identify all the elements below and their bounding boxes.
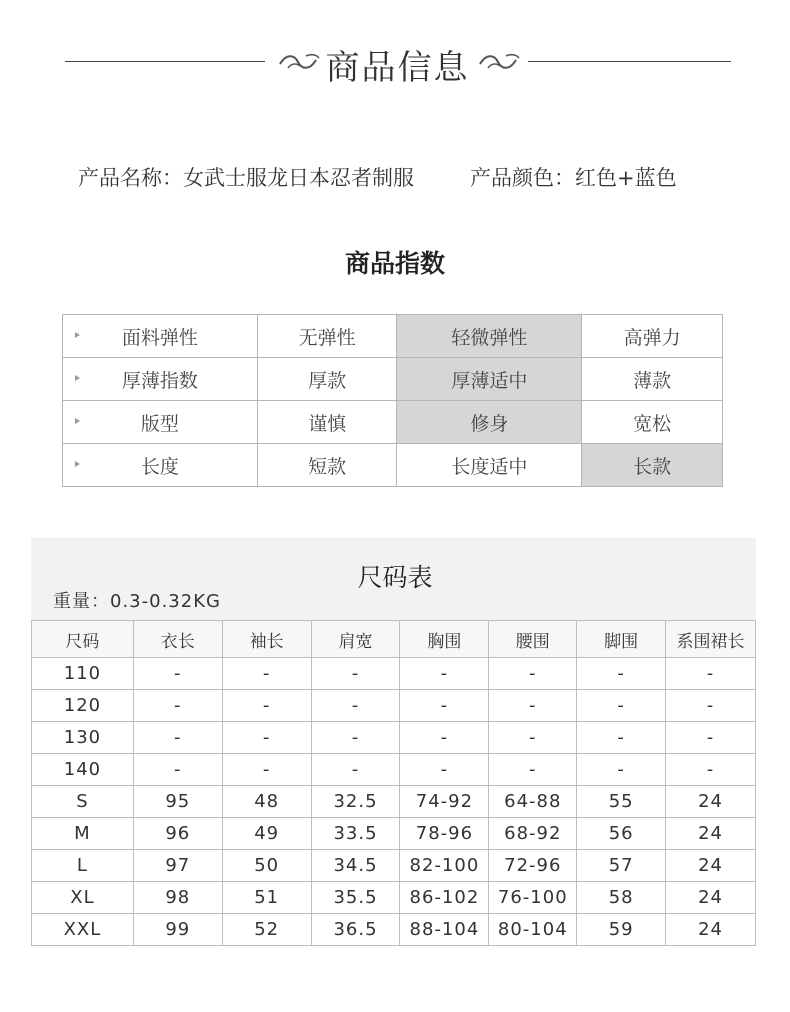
index-title: 商品指数: [344, 249, 445, 278]
size-chart-column-header: 腰围: [489, 621, 577, 658]
size-value-cell: -: [133, 658, 222, 690]
size-chart-row: [32, 658, 756, 690]
size-chart-column-header: 袖长: [222, 621, 311, 658]
size-value-cell: 76-100: [489, 882, 577, 914]
size-value-cell: 95: [133, 786, 222, 818]
size-label-cell: 130: [32, 722, 134, 754]
size-label-cell: 110: [32, 658, 134, 690]
size-value-cell: -: [400, 658, 489, 690]
size-value-cell: -: [577, 690, 666, 722]
index-option: 高弹力: [582, 315, 723, 358]
size-value-cell: 86-102: [400, 882, 489, 914]
size-chart-row: [32, 690, 756, 722]
index-option: 宽松: [582, 401, 723, 444]
triangle-bullet-icon: [75, 375, 80, 381]
size-value-cell: 82-100: [400, 850, 489, 882]
size-value-cell: 49: [222, 818, 311, 850]
size-chart-column-header: 胸围: [400, 621, 489, 658]
size-value-cell: -: [666, 658, 756, 690]
size-value-cell: -: [577, 658, 666, 690]
swirl-ornament-icon: [276, 50, 322, 74]
index-row-label-text: 版型: [140, 412, 179, 435]
index-option: 薄款: [582, 358, 723, 401]
size-value-cell: 56: [577, 818, 666, 850]
size-value-cell: -: [577, 722, 666, 754]
size-label-cell: XL: [32, 882, 134, 914]
index-row: [63, 358, 723, 401]
size-value-cell: 97: [133, 850, 222, 882]
index-row-label: [63, 444, 258, 487]
size-chart-column-header: 肩宽: [311, 621, 400, 658]
size-value-cell: 24: [666, 786, 756, 818]
size-value-cell: 51: [222, 882, 311, 914]
size-chart-row: [32, 850, 756, 882]
size-chart-column-header: 系围裙长: [666, 621, 756, 658]
size-value-cell: -: [222, 690, 311, 722]
size-value-cell: -: [133, 722, 222, 754]
size-value-cell: 98: [133, 882, 222, 914]
index-row: [63, 315, 723, 358]
index-option-selected: 轻微弹性: [397, 315, 582, 358]
size-value-cell: 55: [577, 786, 666, 818]
size-chart-column-header: 衣长: [133, 621, 222, 658]
index-row-label-text: 厚薄指数: [121, 369, 198, 392]
index-row-label-text: 长度: [140, 455, 179, 478]
size-value-cell: -: [311, 722, 400, 754]
index-option: 短款: [257, 444, 397, 487]
size-label-cell: M: [32, 818, 134, 850]
size-value-cell: 24: [666, 850, 756, 882]
size-value-cell: 35.5: [311, 882, 400, 914]
size-value-cell: 68-92: [489, 818, 577, 850]
size-chart-column-header: 尺码: [32, 621, 134, 658]
size-value-cell: -: [489, 658, 577, 690]
size-chart-title: 尺码表: [357, 563, 433, 592]
size-value-cell: 99: [133, 914, 222, 946]
index-row-label: [63, 358, 258, 401]
index-option: 无弹性: [257, 315, 397, 358]
index-option: 谨慎: [257, 401, 397, 444]
index-option: 厚款: [257, 358, 397, 401]
index-row: [63, 444, 723, 487]
size-value-cell: -: [222, 658, 311, 690]
size-chart-row: [32, 722, 756, 754]
size-value-cell: 57: [577, 850, 666, 882]
size-label-cell: L: [32, 850, 134, 882]
size-value-cell: 88-104: [400, 914, 489, 946]
index-row-label-text: 面料弹性: [121, 326, 198, 349]
header-divider-right: [528, 61, 731, 62]
size-value-cell: 32.5: [311, 786, 400, 818]
size-value-cell: -: [489, 722, 577, 754]
size-value-cell: -: [489, 754, 577, 786]
size-value-cell: 58: [577, 882, 666, 914]
index-row: [63, 401, 723, 444]
size-value-cell: -: [311, 754, 400, 786]
size-value-cell: -: [577, 754, 666, 786]
triangle-bullet-icon: [75, 461, 80, 467]
product-color: 产品颜色：红色+蓝色: [470, 166, 677, 190]
size-value-cell: 34.5: [311, 850, 400, 882]
product-index-table: [62, 314, 723, 487]
size-value-cell: 64-88: [489, 786, 577, 818]
size-chart-column-header: 脚围: [577, 621, 666, 658]
size-value-cell: 50: [222, 850, 311, 882]
size-label-cell: 120: [32, 690, 134, 722]
size-value-cell: 24: [666, 818, 756, 850]
size-value-cell: 33.5: [311, 818, 400, 850]
size-chart-row: [32, 914, 756, 946]
size-label-cell: S: [32, 786, 134, 818]
size-value-cell: -: [133, 690, 222, 722]
size-value-cell: 48: [222, 786, 311, 818]
size-label-cell: XXL: [32, 914, 134, 946]
size-value-cell: -: [666, 722, 756, 754]
size-value-cell: -: [400, 722, 489, 754]
size-value-cell: -: [222, 754, 311, 786]
product-name: 产品名称：女武士服龙日本忍者制服: [78, 166, 414, 190]
size-chart-header-row: [32, 621, 756, 658]
swirl-ornament-icon: [476, 50, 522, 74]
size-value-cell: 36.5: [311, 914, 400, 946]
index-row-label: [63, 401, 258, 444]
index-row-label: [63, 315, 258, 358]
size-chart-table: [31, 620, 756, 946]
triangle-bullet-icon: [75, 418, 80, 424]
index-option-selected: 长款: [582, 444, 723, 487]
size-value-cell: 78-96: [400, 818, 489, 850]
size-value-cell: -: [222, 722, 311, 754]
size-value-cell: -: [311, 658, 400, 690]
size-value-cell: -: [666, 754, 756, 786]
size-value-cell: 96: [133, 818, 222, 850]
size-chart-row: [32, 818, 756, 850]
size-value-cell: 24: [666, 882, 756, 914]
size-value-cell: -: [400, 690, 489, 722]
triangle-bullet-icon: [75, 332, 80, 338]
size-value-cell: 24: [666, 914, 756, 946]
index-option: 长度适中: [397, 444, 582, 487]
size-value-cell: -: [666, 690, 756, 722]
size-value-cell: 80-104: [489, 914, 577, 946]
index-option-selected: 修身: [397, 401, 582, 444]
size-chart-row: [32, 882, 756, 914]
index-option-selected: 厚薄适中: [397, 358, 582, 401]
size-value-cell: -: [400, 754, 489, 786]
size-chart-row: [32, 754, 756, 786]
size-value-cell: 74-92: [400, 786, 489, 818]
size-chart-row: [32, 786, 756, 818]
page-title: 商品信息: [325, 48, 470, 88]
size-value-cell: 59: [577, 914, 666, 946]
size-value-cell: 52: [222, 914, 311, 946]
size-value-cell: -: [133, 754, 222, 786]
header-divider-left: [65, 61, 265, 62]
size-value-cell: -: [489, 690, 577, 722]
size-value-cell: 72-96: [489, 850, 577, 882]
section-header: [0, 40, 790, 86]
product-weight: 重量：0.3-0.32KG: [53, 591, 221, 612]
size-label-cell: 140: [32, 754, 134, 786]
size-value-cell: -: [311, 690, 400, 722]
